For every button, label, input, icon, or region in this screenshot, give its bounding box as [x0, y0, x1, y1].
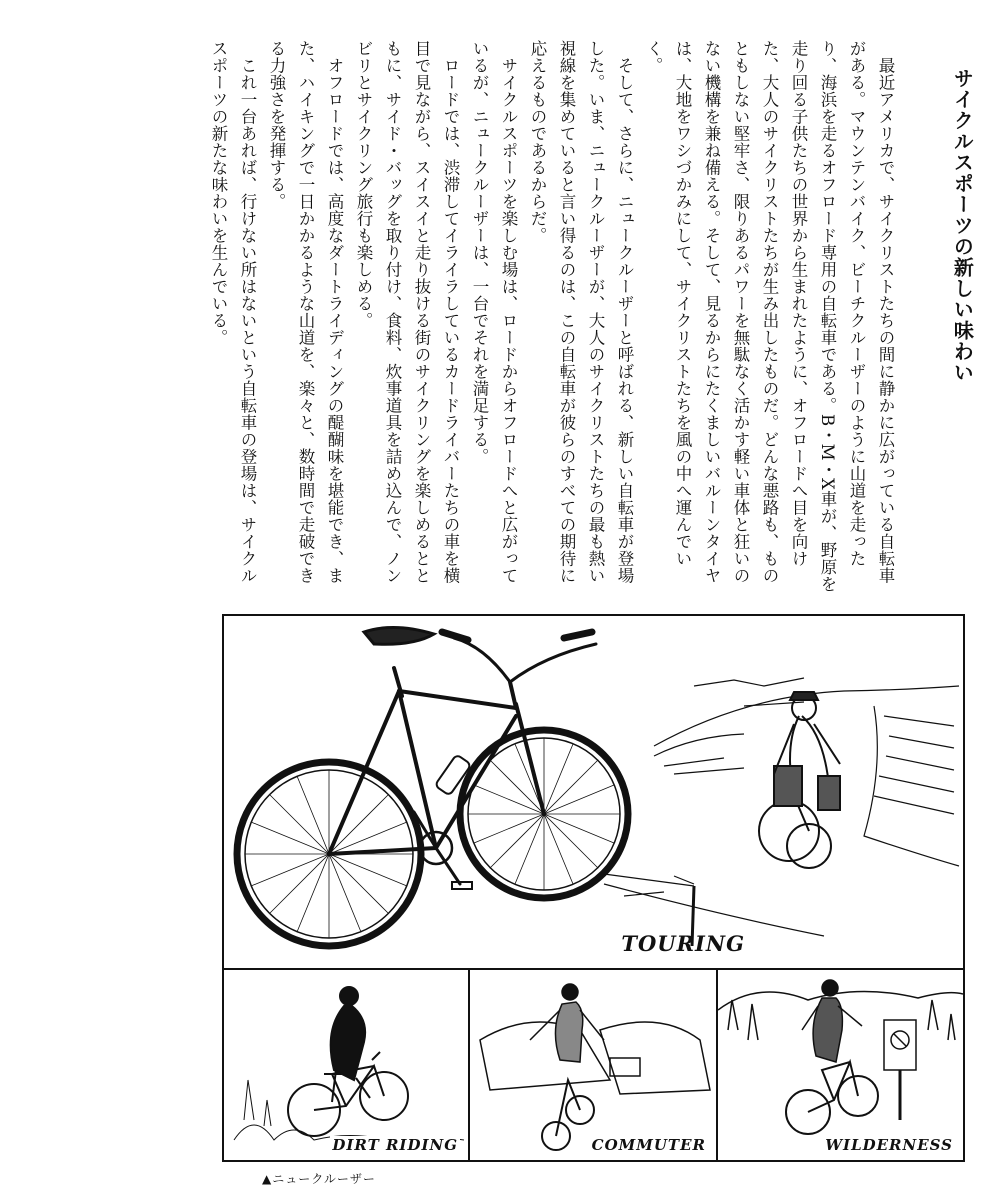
- article-title: サイクルスポーツの新しい味わい: [950, 68, 975, 383]
- paragraph-6: これ一台あれば、行けない所はないという自転車の登場は、サイクルスポーツの新たな味わいを生んでいる。: [209, 40, 257, 584]
- figure-caption: ▲ニュークルーザー: [262, 1172, 376, 1186]
- commuter-illustration: [470, 970, 716, 1160]
- paragraph-3: サイクルスポーツを楽しむ場は、ロードからオフロードへと広がっているが、ニュークルーザーは、一台でそれを満足する。: [470, 40, 518, 584]
- dirt-riding-illustration: [224, 970, 468, 1160]
- dirt-riding-panel: [224, 970, 470, 1160]
- commuter-panel: [470, 970, 718, 1160]
- touring-label: TOURING: [621, 931, 745, 956]
- commuter-label: COMMUTER: [591, 1136, 706, 1154]
- paragraph-4: ロードでは、渋滞してイライラしているカードライバーたちの車を横目で見ながら、スイスイと走り抜ける街のサイクリングを楽しめるとともに、サイド・バッグを取り付け、食料、炊事道具を詰め込んで、ノンビリとサイクリング旅行も楽しめる。: [354, 40, 460, 584]
- wilderness-illustration: [718, 970, 963, 1160]
- article-body: [28, 40, 900, 600]
- paragraph-1: 最近アメリカで、サイクリストたちの間に静かに広がっている自転車がある。マウンテンバイク、ビーチクルーザーのように山道を走ったり、海浜を走るオフロード専用の自転車である。B・M・X車が、野原を走り回る子供たちの世界から生まれたように、オフロードへ目を向けた、大人のサイクリストたちが生み出したものだ。どんな悪路も、ものともしない堅牢さ、限りあるパワーを無駄なく活かす軽い車体と狂いのない機構を兼ね備える。そして、見るからにたくましいバルーンタイヤは、大地をワシづかみにして、サイクリストたちを風の中へ運んでいく。: [644, 40, 895, 593]
- paragraph-2: そして、さらに、ニュークルーザーと呼ばれる、新しい自転車が登場した。いま、ニュークルーザーが、大人のサイクリストたちの最も熱い視線を集めていると言い得るのは、この自転車が彼らのすべての期待に応えるものであるからだ。: [528, 40, 634, 584]
- wilderness-panel: [718, 970, 963, 1160]
- paragraph-5: オフロードでは、高度なダートライディングの醍醐味を堪能でき、また、ハイキングで一日かかるような山道を、楽々と、数時間で走破できる力強さを発揮する。: [267, 40, 344, 584]
- touring-panel: [224, 616, 963, 970]
- wilderness-label: WILDERNESS: [825, 1136, 953, 1154]
- dirt-riding-label: DIRT RIDING: [332, 1136, 458, 1154]
- bicycle-illustration: [222, 614, 965, 1162]
- touring-illustration: [224, 616, 963, 968]
